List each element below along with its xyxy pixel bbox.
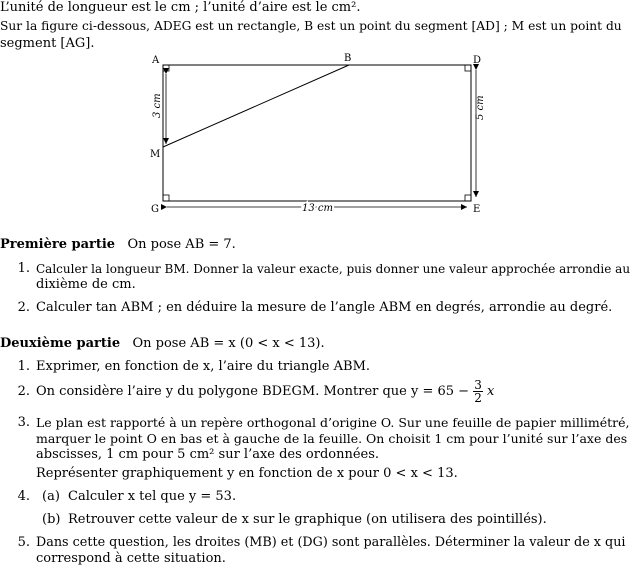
part2-item-3-line-2: marquer le point O en bas et à gauche de la feuille. On choisit 1 cm pour l’unité sur l’axe des [36, 431, 628, 446]
part2-item-3-num: 3. [17, 415, 30, 430]
part2-item-2-line-1 [36, 378, 494, 406]
label-dim-de: 5 cm [475, 95, 486, 120]
part1-item-2-line-1: Calculer tan ABM ; en déduire la mesure de l’angle ABM en degrés, arrondie au degré. [36, 300, 613, 315]
label-a: A [152, 55, 160, 66]
label-dim-am: 3 cm [152, 93, 163, 118]
right-angle-e [465, 195, 471, 201]
intro-line-3: segment [AG]. [0, 36, 95, 51]
part1-title: Première partie [0, 237, 116, 252]
intro-line-2: Sur la figure ci-dessous, ADEG est un rectangle, B est un point du segment [AD] ; M est un point du [0, 19, 622, 33]
part1-item-2-num: 2. [17, 300, 30, 315]
fraction-3-over-2 [473, 379, 483, 404]
part2-item-2-end: x [487, 384, 495, 399]
part2-item-4-num: 4. [17, 489, 30, 504]
part2-item-3-line-1: Le plan est rapporté à un repère orthogonal d’origine O. Sur une feuille de papier millimétré, [36, 415, 630, 430]
right-angle-d [465, 65, 471, 71]
part1-header [0, 237, 236, 253]
part2-setup: On pose AB = x (0 < x < 13). [132, 336, 325, 351]
part2-item-2-num: 2. [17, 384, 30, 399]
part2-item-1-num: 1. [17, 359, 30, 374]
label-e: E [473, 204, 481, 215]
rectangle-figure [0, 0, 634, 225]
rectangle-adeg [163, 65, 471, 201]
part2-item-4a-text: Calculer x tel que y = 53. [68, 489, 237, 504]
part1-item-1-line-2: dixième de cm. [36, 277, 136, 292]
part2-item-1-line-1: Exprimer, en fonction de x, l’aire du triangle ABM. [36, 359, 371, 374]
part2-item-4b-text: Retrouver cette valeur de x sur le graphique (on utilisera des pointillés). [68, 512, 547, 527]
label-dim-ge: 13 cm [302, 203, 333, 214]
part2-item-5-line-1: Dans cette question, les droites (MB) et (DG) sont parallèles. Déterminer la valeur de x qui [36, 535, 626, 550]
part2-item-3-line-4: Représenter graphiquement y en fonction de x pour 0 < x < 13. [36, 466, 458, 481]
part2-item-5-line-2: correspond à cette situation. [36, 551, 226, 566]
part2-item-2-text: On considère l’aire y du polygone BDEGM. Montrer que y = 65 − [36, 384, 470, 399]
right-angle-g [163, 195, 169, 201]
intro-line-1: L’unité de longueur est le cm ; l’unité d’aire est le cm². [0, 0, 361, 15]
right-angle-a [163, 65, 169, 71]
segment-mb [163, 65, 349, 147]
label-d: D [473, 55, 482, 66]
part2-item-3-line-3: abscisses, 1 cm pour 5 cm² sur l’axe des ordonnées. [36, 447, 380, 462]
part2-header [0, 336, 325, 352]
label-b: B [344, 53, 352, 64]
fraction-denominator: 2 [474, 391, 482, 405]
part2-title: Deuxième partie [0, 336, 121, 351]
part2-item-5-num: 5. [17, 535, 30, 550]
part1-item-1-num: 1. [17, 261, 30, 276]
fraction-numerator: 3 [474, 378, 482, 392]
part1-item-1-line-1: Calculer la longueur BM. Donner la valeur exacte, puis donner une valeur approchée arrondie au [36, 262, 631, 276]
label-g: G [151, 204, 159, 215]
part2-item-4a-label: (a) [42, 489, 60, 504]
label-m: M [150, 149, 161, 160]
part1-setup: On pose AB = 7. [127, 237, 236, 252]
part2-item-4b-label: (b) [42, 512, 61, 527]
